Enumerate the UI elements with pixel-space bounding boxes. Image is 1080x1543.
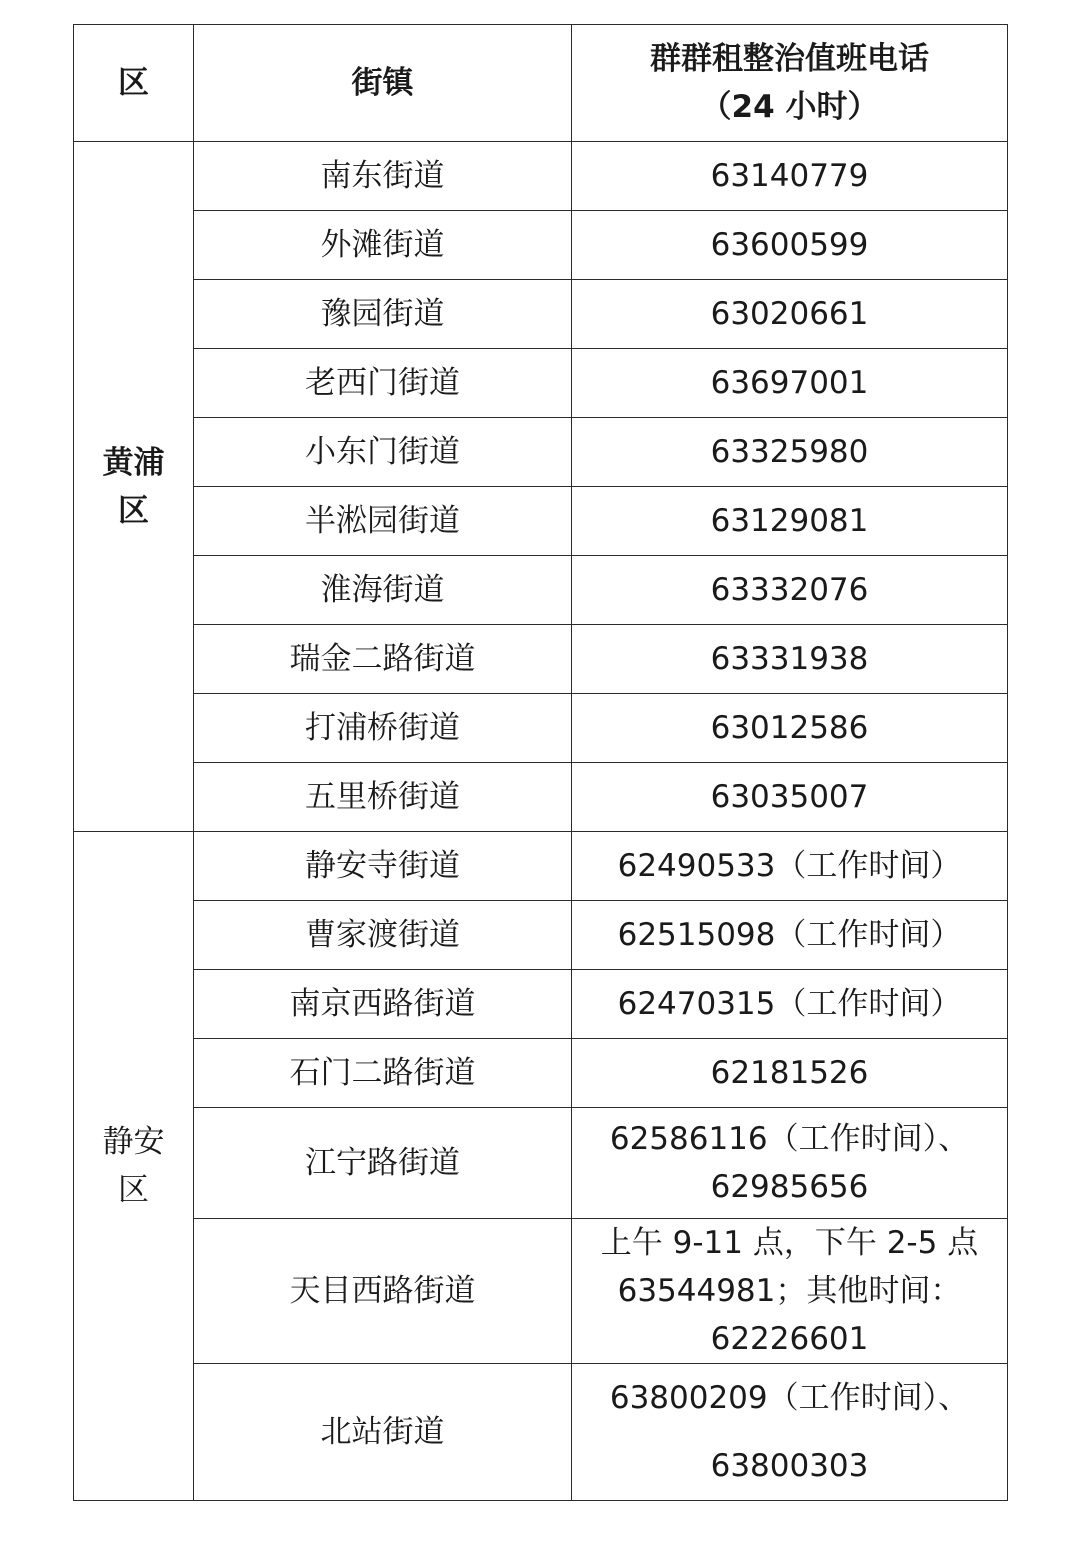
phone-cell: 63800209（工作时间）、 63800303 [572,1364,1008,1501]
table-row [74,832,1008,901]
header-street: 街镇 [194,25,572,142]
street-cell: 北站街道 [194,1364,572,1501]
street-cell: 石门二路街道 [194,1039,572,1108]
table-row [74,487,1008,556]
street-cell: 南东街道 [194,142,572,211]
header-phone-title: 群群租整治值班电话 [650,41,929,77]
table-row [74,1108,1008,1219]
street-cell: 江宁路街道 [194,1108,572,1219]
table-row [74,142,1008,211]
phone-cell: 63332076 [572,556,1008,625]
street-cell: 淮海街道 [194,556,572,625]
street-cell: 外滩街道 [194,211,572,280]
table-row [74,763,1008,832]
phone-cell: 62181526 [572,1039,1008,1108]
phone-cell: 63325980 [572,418,1008,487]
table-row [74,901,1008,970]
table-row [74,1364,1008,1501]
street-cell: 豫园街道 [194,280,572,349]
header-row [74,25,1008,142]
phone-cell: 63331938 [572,625,1008,694]
phone-cell: 62586116（工作时间）、 62985656 [572,1108,1008,1219]
street-cell: 瑞金二路街道 [194,625,572,694]
district-cell-huangpu: 黄浦 区 [74,142,194,832]
street-cell: 半淞园街道 [194,487,572,556]
street-cell: 小东门街道 [194,418,572,487]
phone-cell: 63140779 [572,142,1008,211]
street-cell: 南京西路街道 [194,970,572,1039]
street-cell: 曹家渡街道 [194,901,572,970]
street-cell: 天目西路街道 [194,1219,572,1364]
phone-cell: 63600599 [572,211,1008,280]
table-row [74,1039,1008,1108]
phone-cell: 63129081 [572,487,1008,556]
header-district: 区 [74,25,194,142]
phone-cell: 62470315（工作时间） [572,970,1008,1039]
phone-cell: 63020661 [572,280,1008,349]
street-cell: 静安寺街道 [194,832,572,901]
phone-cell: 62515098（工作时间） [572,901,1008,970]
phone-cell: 63035007 [572,763,1008,832]
street-cell: 打浦桥街道 [194,694,572,763]
table-row [74,1219,1008,1364]
phone-cell: 63012586 [572,694,1008,763]
table-row [74,694,1008,763]
table-row [74,556,1008,625]
phone-cell: 62490533（工作时间） [572,832,1008,901]
table-row [74,211,1008,280]
table-row [74,349,1008,418]
header-phone-note: （24 小时） [700,89,879,125]
street-cell: 五里桥街道 [194,763,572,832]
phone-cell: 63697001 [572,349,1008,418]
table-row [74,280,1008,349]
table-row [74,970,1008,1039]
phone-cell: 上午 9-11 点，下午 2-5 点 63544981；其他时间： 62226601 [572,1219,1008,1364]
street-cell: 老西门街道 [194,349,572,418]
hotline-table [73,24,1008,1501]
table-row [74,418,1008,487]
table-row [74,625,1008,694]
district-cell-jingan: 静安 区 [74,832,194,1501]
header-phone [572,25,1008,142]
